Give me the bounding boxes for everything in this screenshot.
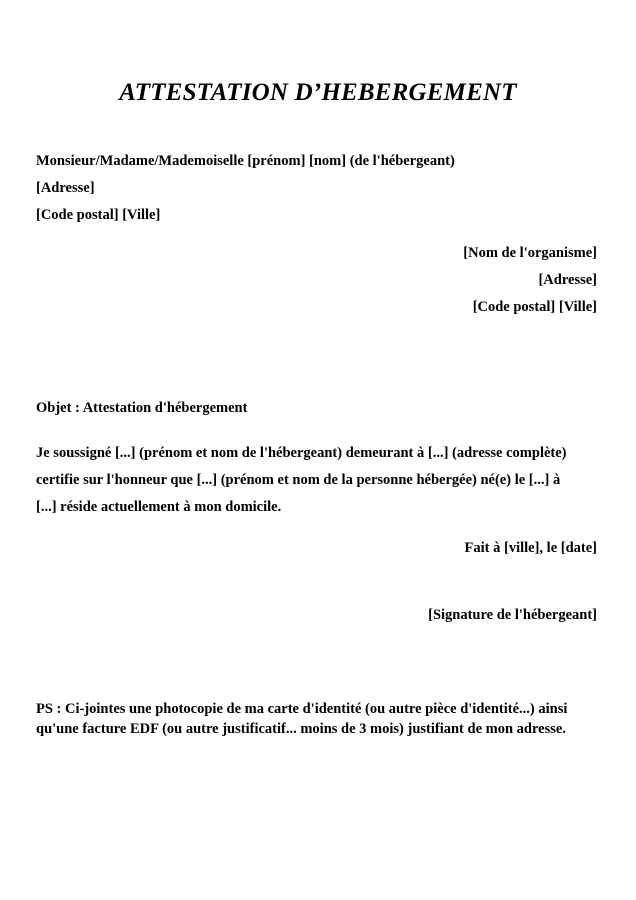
body-paragraph [36,440,598,521]
sender-name-line: Monsieur/Madame/Mademoiselle [prénom] [nom] (de l'hébergeant) [36,153,455,169]
body-line-1: Je soussigné [...] (prénom et nom de l'hébergeant) demeurant à [...] (adresse complète) [36,445,567,461]
signature-placeholder: [Signature de l'hébergeant] [428,607,597,623]
recipient-address-block [177,240,597,321]
recipient-city-line: [Code postal] [Ville] [472,299,597,315]
body-line-3: [...] réside actuellement à mon domicile. [36,499,282,515]
sender-address-block [36,148,556,229]
sender-city-line: [Code postal] [Ville] [36,207,161,223]
recipient-address-line: [Adresse] [538,272,597,288]
postscript-line-1: PS : Ci-jointes une photocopie de ma carte d'identité (ou autre pièce d'identité...) ainsi [36,701,568,717]
subject-line: Objet : Attestation d'hébergement [36,400,248,416]
body-line-2: certifie sur l'honneur que [...] (prénom et nom de la personne hébergée) né(e) le [...] à [36,472,561,488]
sender-address-line: [Adresse] [36,180,95,196]
postscript-block [36,700,606,739]
recipient-organisation-line: [Nom de l'organisme] [463,245,597,261]
postscript-line-2: qu'une facture EDF (ou autre justificatif... moins de 3 mois) justifiant de mon adresse. [36,720,566,737]
place-date-line: Fait à [ville], le [date] [464,540,597,556]
page-title: ATTESTATION D’HEBERGEMENT [119,78,517,106]
